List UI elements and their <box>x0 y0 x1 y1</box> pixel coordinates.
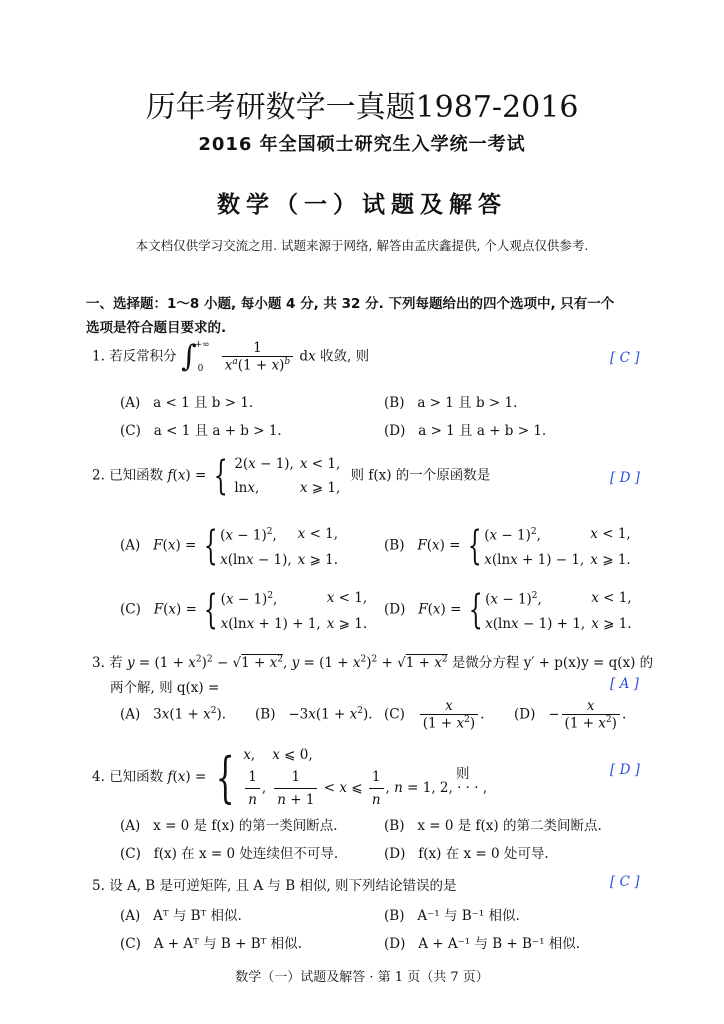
question-stem-prefix: 若反常积分 <box>109 348 177 365</box>
question-number: 1. <box>92 348 105 365</box>
piecewise-definition: 2(x − 1), x < 1, lnx, x ⩾ 1, <box>234 456 341 496</box>
question-4: 4. 已知函数 f(x) = { x, x ⩽ 0, $\frac{1}{n}$ , $\frac{1}{n + 1}$ < x ⩽ $\frac{1}{n}$ , n = 1, 2, · · · , <box>92 745 488 809</box>
integrand-fraction: $\frac{1}{x^a(1 + x)^b}$ <box>222 340 293 374</box>
q4-option-b: (B) x = 0 是 f(x) 的第二类间断点. <box>384 818 602 834</box>
exam-subtitle: 2016 年全国硕士研究生入学统一考试 <box>198 134 526 155</box>
q3-option-b: $(B) -3x(1 + x^2)$. <box>255 706 373 723</box>
q2-option-a: (A) F(x) = { $(x - 1)^2$, x < 1, x(lnx − 1), x ⩾ 1. <box>120 522 339 569</box>
q2-option-c: (C) F(x) = { $(x - 1)^2$, x < 1, x(lnx + 1) + 1, x ⩾ 1. <box>120 586 368 633</box>
section-instructions-line1: 一、选择题：1～8 小题, 每小题 4 分, 共 32 分. 下列每题给出的四个选项中, 只有一个 <box>86 296 615 312</box>
q5-option-b: (B) A⁻¹ 与 B⁻¹ 相似. <box>384 908 520 924</box>
q2-option-b: (B) F(x) = { $(x - 1)^2$, x < 1, x(lnx + 1) − 1, x ⩾ 1. <box>384 522 631 569</box>
q4-option-c: (C) f(x) 在 x = 0 处连续但不可导. <box>120 846 339 862</box>
q4-option-a: (A) x = 0 是 f(x) 的第一类间断点. <box>120 818 338 834</box>
page-footer: 数学（一）试题及解答 · 第 1 页（共 7 页） <box>235 970 489 985</box>
q5-option-c: (C) A + Aᵀ 与 B + Bᵀ 相似. <box>120 936 302 952</box>
question-4-suffix: 则 <box>456 766 470 782</box>
q3-option-d: (D) − $\frac{x}{(1 + x^2)}$ . <box>514 698 627 732</box>
q1-option-c: (C) a < 1 且 a + b > 1. <box>120 423 282 439</box>
answer-bracket-3: [ A ] <box>610 676 639 692</box>
answer-bracket-2: [ D ] <box>610 470 640 486</box>
question-1: 1. 若反常积分 ∫+∞0 $\frac{1}{x^a(1 + x)^b}$ dx 收敛, 则 <box>92 338 370 374</box>
question-5: 5. 设 A, B 是可逆矩阵, 且 A 与 B 相似, 则下列结论错误的是 <box>92 878 457 894</box>
q5-option-d: (D) A + A⁻¹ 与 B + B⁻¹ 相似. <box>384 936 581 952</box>
answer-bracket-4: [ D ] <box>610 762 640 778</box>
integral-sign: ∫ <box>180 338 197 374</box>
section-instructions-line2: 选项是符合题目要求的. <box>86 320 227 336</box>
answer-bracket-5: [ C ] <box>610 874 640 890</box>
q1-option-d: (D) a > 1 且 a + b > 1. <box>384 423 547 439</box>
q5-option-a: (A) Aᵀ 与 Bᵀ 相似. <box>120 908 242 924</box>
q1-option-b: (B) a > 1 且 b > 1. <box>384 395 518 411</box>
paper-heading: 数学（一）试题及解答 <box>217 191 507 218</box>
q1-option-a: (A) a < 1 且 b > 1. <box>120 395 254 411</box>
question-stem-suffix: 收敛, 则 <box>319 348 370 365</box>
q4-option-d: (D) f(x) 在 x = 0 处可导. <box>384 846 549 862</box>
q3-option-c: (C) $\frac{x}{(1 + x^2)}$ . <box>384 698 485 732</box>
question-2: 2. 已知函数 f(x) = { 2(x − 1), x < 1, lnx, x ⩾ 1, 则 f(x) 的一个原函数是 <box>92 453 491 499</box>
q3-option-a: (A) $3x(1 + x^2)$. <box>120 706 227 723</box>
document-title: 历年考研数学一真题1987-2016 <box>145 90 579 125</box>
q2-option-d: (D) F(x) = { $(x - 1)^2$, x < 1, x(lnx − 1) + 1, x ⩾ 1. <box>384 586 632 633</box>
integral-limits: +∞0 <box>194 339 210 374</box>
question-3: 3. 若 $y = (1 + x^2)^2 - √1 + x^2$, $y = (1 + x^2)^2 + √1 + x^2$ 是微分方程 y′ + p(x)y = q(x) 的 <box>92 654 654 671</box>
disclaimer: 本文档仅供学习交流之用. 试题来源于网络, 解答由孟庆鑫提供, 个人观点仅供参考. <box>135 238 589 253</box>
question-3-line2: 两个解, 则 q(x) = <box>110 680 220 696</box>
answer-bracket-1: [ C ] <box>610 350 640 366</box>
